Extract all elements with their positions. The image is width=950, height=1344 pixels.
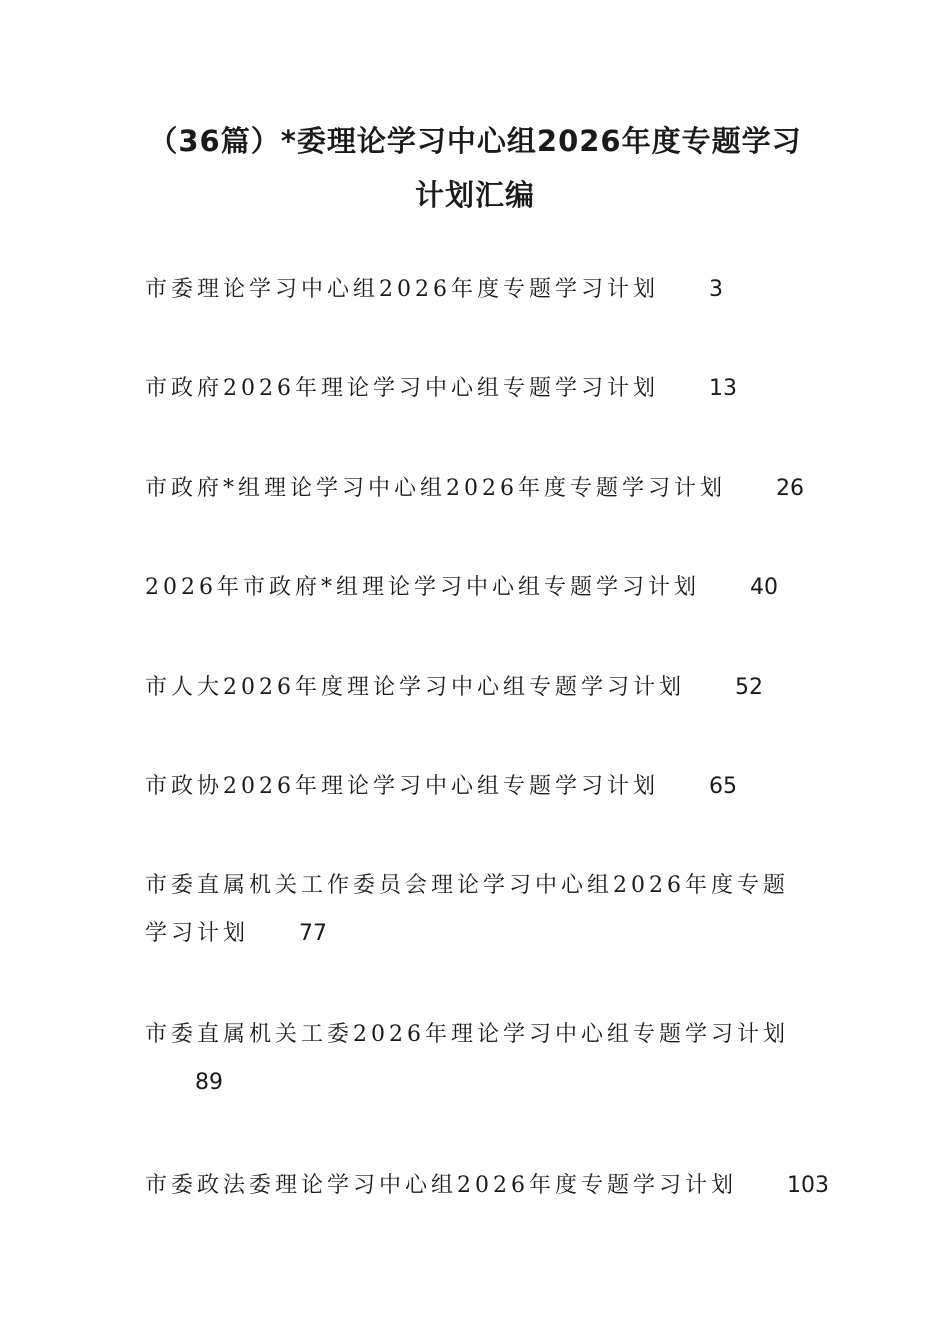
toc-entry-page: 52 xyxy=(735,675,763,700)
toc-entry xyxy=(145,365,810,413)
toc-entry-page: 40 xyxy=(750,575,778,600)
toc-entry xyxy=(145,1162,829,1210)
toc-entry xyxy=(145,1011,810,1107)
toc-entry-page: 26 xyxy=(776,476,804,501)
document-title: （36篇）*委理论学习中心组2026年度专题学习计划汇编 xyxy=(148,124,802,212)
toc-entry xyxy=(145,862,810,958)
toc-entry-title: 市政协2026年理论学习中心组专题学习计划 xyxy=(145,774,659,799)
toc-entry-title: 市委政法委理论学习中心组2026年度专题学习计划 xyxy=(145,1173,737,1198)
toc-entry-page: 77 xyxy=(299,921,328,946)
toc-entry-title: 市政府*组理论学习中心组2026年度专题学习计划 xyxy=(145,476,726,501)
toc-entry-page: 103 xyxy=(787,1173,829,1198)
toc-entry xyxy=(145,266,810,314)
toc-entry-page: 13 xyxy=(709,376,737,401)
toc-entry xyxy=(145,664,810,712)
toc-entry-title: 市委理论学习中心组2026年度专题学习计划 xyxy=(145,277,659,302)
toc-entry xyxy=(145,564,810,612)
toc-entry-page: 65 xyxy=(709,774,737,799)
toc-entry-title: 市委直属机关工作委员会理论学习中心组2026年度专题学习计划 xyxy=(145,873,789,946)
toc-entry-title: 市委直属机关工委2026年理论学习中心组专题学习计划 xyxy=(145,1022,789,1047)
toc-entry-title: 市人大2026年度理论学习中心组专题学习计划 xyxy=(145,675,685,700)
toc-entry-title: 市政府2026年理论学习中心组专题学习计划 xyxy=(145,376,659,401)
toc-entry xyxy=(145,465,810,513)
toc-entry-title: 2026年市政府*组理论学习中心组专题学习计划 xyxy=(145,575,700,600)
toc-entry xyxy=(145,763,810,811)
toc-entry-page: 89 xyxy=(195,1070,223,1095)
toc-entry-page: 3 xyxy=(709,277,723,302)
